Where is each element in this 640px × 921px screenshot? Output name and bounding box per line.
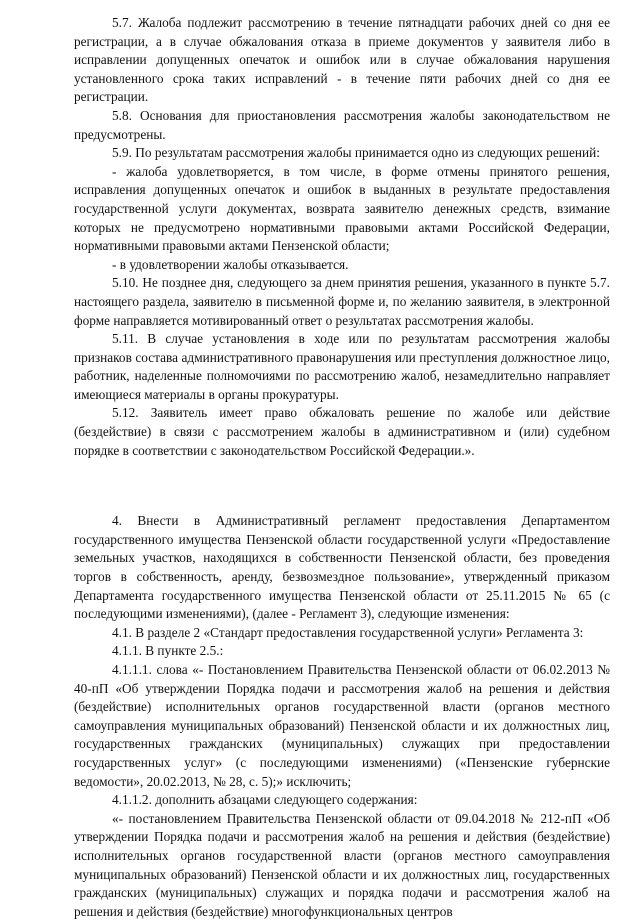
paragraph-5-8: 5.8. Основания для приостановления рассмотрения жалобы законодательством не предусмотрены.: [74, 107, 610, 142]
paragraph-4: 4. Внести в Административный регламент предоставления Департаментом государственного имущества Пензенской области государственной услуги «Предоставление земельных участков, находящихся в собственности Пензенской области, без проведения торгов в собственность, аренду, безвозмездное пользование», утвержденный приказом Департамента государственного имущества Пензенской области от 25.11.2015 № 65 (с последующими изменениями), (далее - Регламент 3), следующие изменения:: [74, 513, 610, 622]
paragraph-5-9: 5.9. По результатам рассмотрения жалобы принимается одно из следующих решений:: [112, 145, 600, 161]
section-complaint-rules: [74, 14, 610, 460]
paragraph-4-1-1: 4.1.1. В пункте 2.5.:: [112, 643, 224, 659]
document-page: [74, 14, 610, 921]
section-gap: [74, 460, 610, 512]
paragraph-5-10: 5.10. Не позднее дня, следующего за днем принятия решения, указанного в пункте 5.7. настоящего раздела, заявителю в письменной форме и, по желанию заявителя, в электронной форме направляется мотивированный ответ о результатах рассмотрения жалобы.: [74, 275, 610, 328]
paragraph-4-1-1-2: 4.1.1.2. дополнить абзацами следующего содержания:: [112, 792, 418, 808]
paragraph-5-11: 5.11. В случае установления в ходе или по результатам рассмотрения жалобы признаков состава административного правонарушения или преступления должностное лицо, работник, наделенные полномочиями по рассмотрению жалоб, незамедлительно направляет имеющиеся материалы в органы прокуратуры.: [74, 331, 610, 402]
paragraph-5-12: 5.12. Заявитель имеет право обжаловать решение по жалобе или действие (бездействие) в связи с рассмотрением жалобы в административном и (или) судебном порядке в соответствии с законодательством Российской Федерации.».: [74, 405, 610, 458]
paragraph-5-7: 5.7. Жалоба подлежит рассмотрению в течение пятнадцати рабочих дней со дня ее регистрации, а в случае обжалования отказа в приеме документов у заявителя либо в исправлении допущенных опечаток и ошибок или в случае обжалования нарушения установленного срока таких исправлений - в течение пяти рабочих дней со дня ее регистрации.: [74, 15, 610, 105]
paragraph-5-9-option-1: - жалоба удовлетворяется, в том числе, в форме отмены принятого решения, исправления допущенных опечаток и ошибок в выданных в результате предоставления государственной услуги документах, возврата заявителю денежных средств, взимание которых не предусмотрено нормативными правовыми актами Российской Федерации, нормативными правовыми актами Пензенской области;: [74, 163, 610, 254]
section-amendments: [74, 512, 610, 921]
paragraph-quote-decree: «- постановлением Правительства Пензенской области от 09.04.2018 № 212-пП «Об утверждении Порядка подачи и рассмотрения жалоб на решения и действия (бездействие) исполнительных органов государственной власти (органов местного самоуправления муниципальных образований) Пензенской области и их должностных лиц, государственных гражданских (муниципальных) служащих и порядка подачи и рассмотрения жалоб на решения и действия (бездействие) многофункциональных центров: [74, 810, 610, 919]
paragraph-4-1: 4.1. В разделе 2 «Стандарт предоставления государственной услуги» Регламента 3:: [112, 624, 584, 640]
paragraph-4-1-1-1: 4.1.1.1. слова «- Постановлением Правительства Пензенской области от 06.02.2013 № 40-пП «Об утверждении Порядка подачи и рассмотрения жалоб на решения и действия (бездействие) исполнительных органов государственной власти (органов местного самоуправления муниципальных образований) Пензенской области и их должностных лиц, государственных гражданских (муниципальных) служащих при предоставлении государственных услуг» (с последующими изменениями) («Пензенские губернские ведомости», 20.02.2013, № 28, с. 5);» исключить;: [74, 662, 610, 789]
paragraph-5-9-option-2: - в удовлетворении жалобы отказывается.: [112, 256, 349, 272]
